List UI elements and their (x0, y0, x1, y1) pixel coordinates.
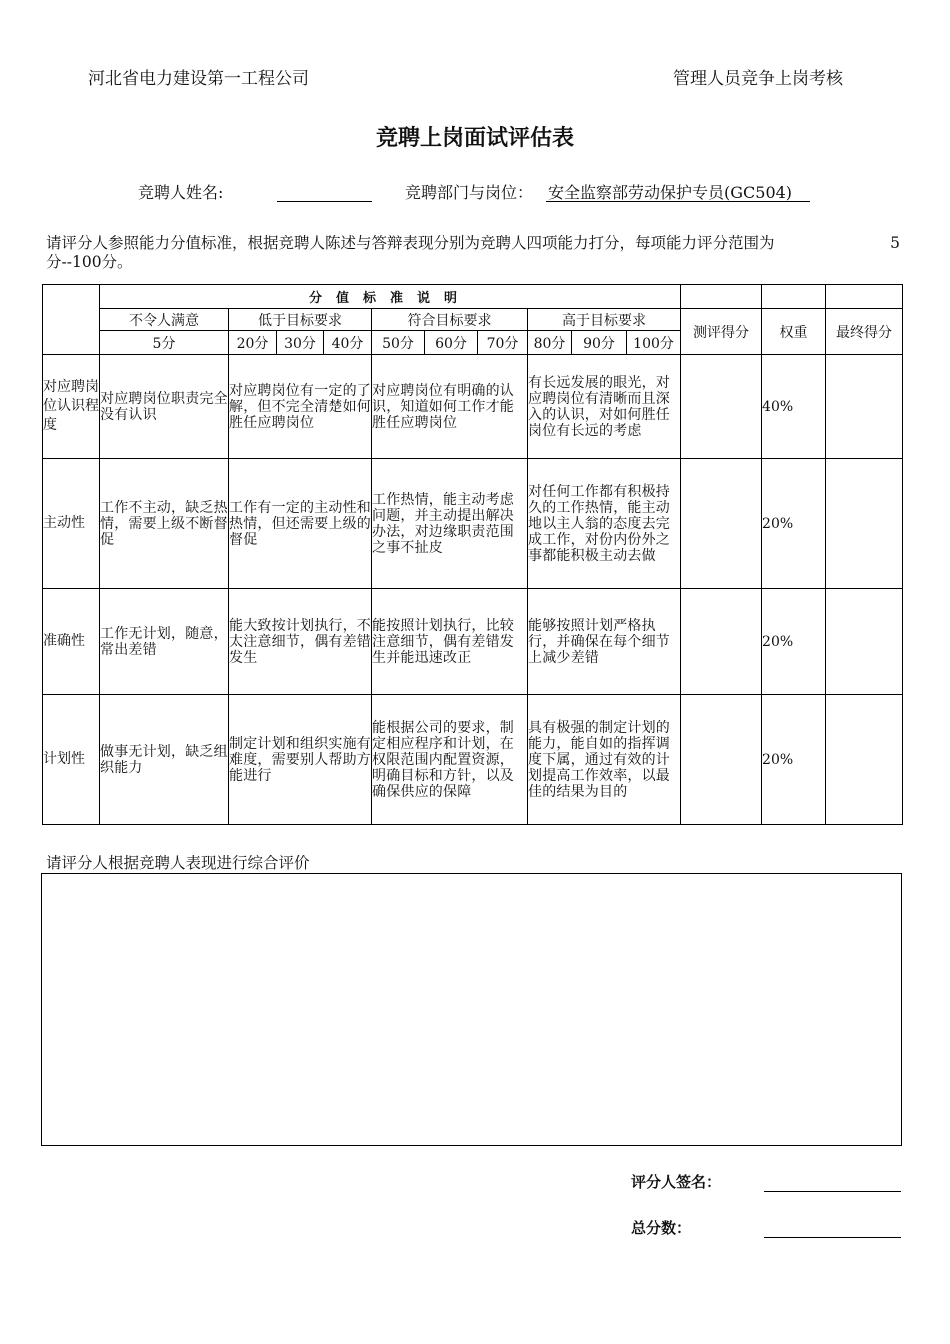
weight-value: 20% (762, 589, 826, 695)
score-70: 70分 (478, 331, 528, 355)
instruction-line2: 分--100分。 (46, 253, 133, 271)
final-score-header: 最终得分 (826, 309, 903, 355)
total-score-field[interactable] (764, 1237, 901, 1238)
score-30: 30分 (277, 331, 324, 355)
desc-unsatisfactory: 做事无计划，缺乏组织能力 (100, 695, 229, 825)
desc-below-target: 工作有一定的主动性和热情，但还需要上级的督促 (229, 459, 372, 589)
instruction-min-score: 5 (890, 234, 900, 252)
score-input[interactable] (681, 459, 762, 589)
score-60: 60分 (425, 331, 478, 355)
signature-field[interactable] (764, 1191, 901, 1192)
document-type: 管理人员竞争上岗考核 (673, 69, 843, 89)
weight-value: 40% (762, 355, 826, 459)
table-row (43, 459, 903, 589)
candidate-name-label: 竞聘人姓名: (138, 183, 224, 202)
desc-meets-target: 工作热情，能主动考虑问题，并主动提出解决办法，对边缘职责范围之事不扯皮 (372, 459, 528, 589)
row-name: 对应聘岗位认识程度 (43, 355, 100, 459)
position-label: 竞聘部门与岗位： (405, 183, 534, 202)
signature-label: 评分人签名： (631, 1173, 722, 1191)
desc-unsatisfactory: 对应聘岗位职责完全没有认识 (100, 355, 229, 459)
position-value: 安全监察部劳动保护专员(GC504) (548, 183, 793, 202)
table-row (43, 589, 903, 695)
desc-above-target: 对任何工作都有积极持久的工作热情，能主动地以主人翁的态度去完成工作，对份内份外之事都能积极主动去做 (528, 459, 681, 589)
row-name: 计划性 (43, 695, 100, 825)
desc-meets-target: 能根据公司的要求，制定相应程序和计划，在权限范围内配置资源，明确目标和方针，以及确保供应的保障 (372, 695, 528, 825)
final-score-input[interactable] (826, 459, 903, 589)
score-header: 测评得分 (681, 309, 762, 355)
total-score-label: 总分数： (631, 1219, 692, 1237)
score-90: 90分 (572, 331, 627, 355)
score-100: 100分 (627, 331, 681, 355)
score-input[interactable] (681, 695, 762, 825)
company-name: 河北省电力建设第一工程公司 (88, 69, 309, 89)
group-header: 分值标准说明 (100, 285, 681, 309)
table-row (43, 695, 903, 825)
final-score-input[interactable] (826, 695, 903, 825)
weight-value: 20% (762, 695, 826, 825)
desc-above-target: 能够按照计划严格执行，并确保在每个细节上减少差错 (528, 589, 681, 695)
blank-header-cell (826, 285, 903, 309)
instruction-text (46, 234, 906, 272)
score-40: 40分 (324, 331, 372, 355)
score-5: 5分 (100, 331, 229, 355)
weight-value: 20% (762, 459, 826, 589)
score-input[interactable] (681, 355, 762, 459)
desc-above-target: 有长远发展的眼光，对应聘岗位有清晰而且深入的认识，对如何胜任岗位有长远的考虑 (528, 355, 681, 459)
desc-below-target: 能大致按计划执行，不太注意细节，偶有差错发生 (229, 589, 372, 695)
position-underline (546, 201, 810, 202)
candidate-name-field[interactable] (277, 201, 372, 202)
weight-header: 权重 (762, 309, 826, 355)
evaluation-label: 请评分人根据竞聘人表现进行综合评价 (46, 854, 310, 872)
evaluation-table (42, 284, 903, 825)
final-score-input[interactable] (826, 589, 903, 695)
level-below-target: 低于目标要求 (229, 309, 372, 331)
score-50: 50分 (372, 331, 425, 355)
desc-unsatisfactory: 工作无计划，随意，常出差错 (100, 589, 229, 695)
corner-cell (43, 285, 100, 355)
desc-above-target: 具有极强的制定计划的能力，能自如的指挥调度下属，通过有效的计划提高工作效率，以最佳的结果为目的 (528, 695, 681, 825)
score-80: 80分 (528, 331, 572, 355)
blank-header-cell (762, 285, 826, 309)
blank-header-cell (681, 285, 762, 309)
desc-below-target: 对应聘岗位有一定的了解，但不完全清楚如何胜任应聘岗位 (229, 355, 372, 459)
level-above-target: 高于目标要求 (528, 309, 681, 331)
desc-meets-target: 能按照计划执行，比较注意细节，偶有差错发生并能迅速改正 (372, 589, 528, 695)
desc-unsatisfactory: 工作不主动，缺乏热情，需要上级不断督促 (100, 459, 229, 589)
page-title: 竞聘上岗面试评估表 (375, 126, 574, 151)
row-name: 准确性 (43, 589, 100, 695)
score-20: 20分 (229, 331, 277, 355)
final-score-input[interactable] (826, 355, 903, 459)
desc-below-target: 制定计划和组织实施有难度，需要别人帮助方能进行 (229, 695, 372, 825)
evaluation-textarea[interactable] (41, 873, 902, 1146)
desc-meets-target: 对应聘岗位有明确的认识，知道如何工作才能胜任应聘岗位 (372, 355, 528, 459)
level-unsatisfactory: 不令人满意 (100, 309, 229, 331)
instruction-line1: 请评分人参照能力分值标准，根据竞聘人陈述与答辩表现分别为竞聘人四项能力打分，每项能力评分范围为 (46, 234, 775, 252)
score-input[interactable] (681, 589, 762, 695)
level-meets-target: 符合目标要求 (372, 309, 528, 331)
table-row (43, 355, 903, 459)
row-name: 主动性 (43, 459, 100, 589)
